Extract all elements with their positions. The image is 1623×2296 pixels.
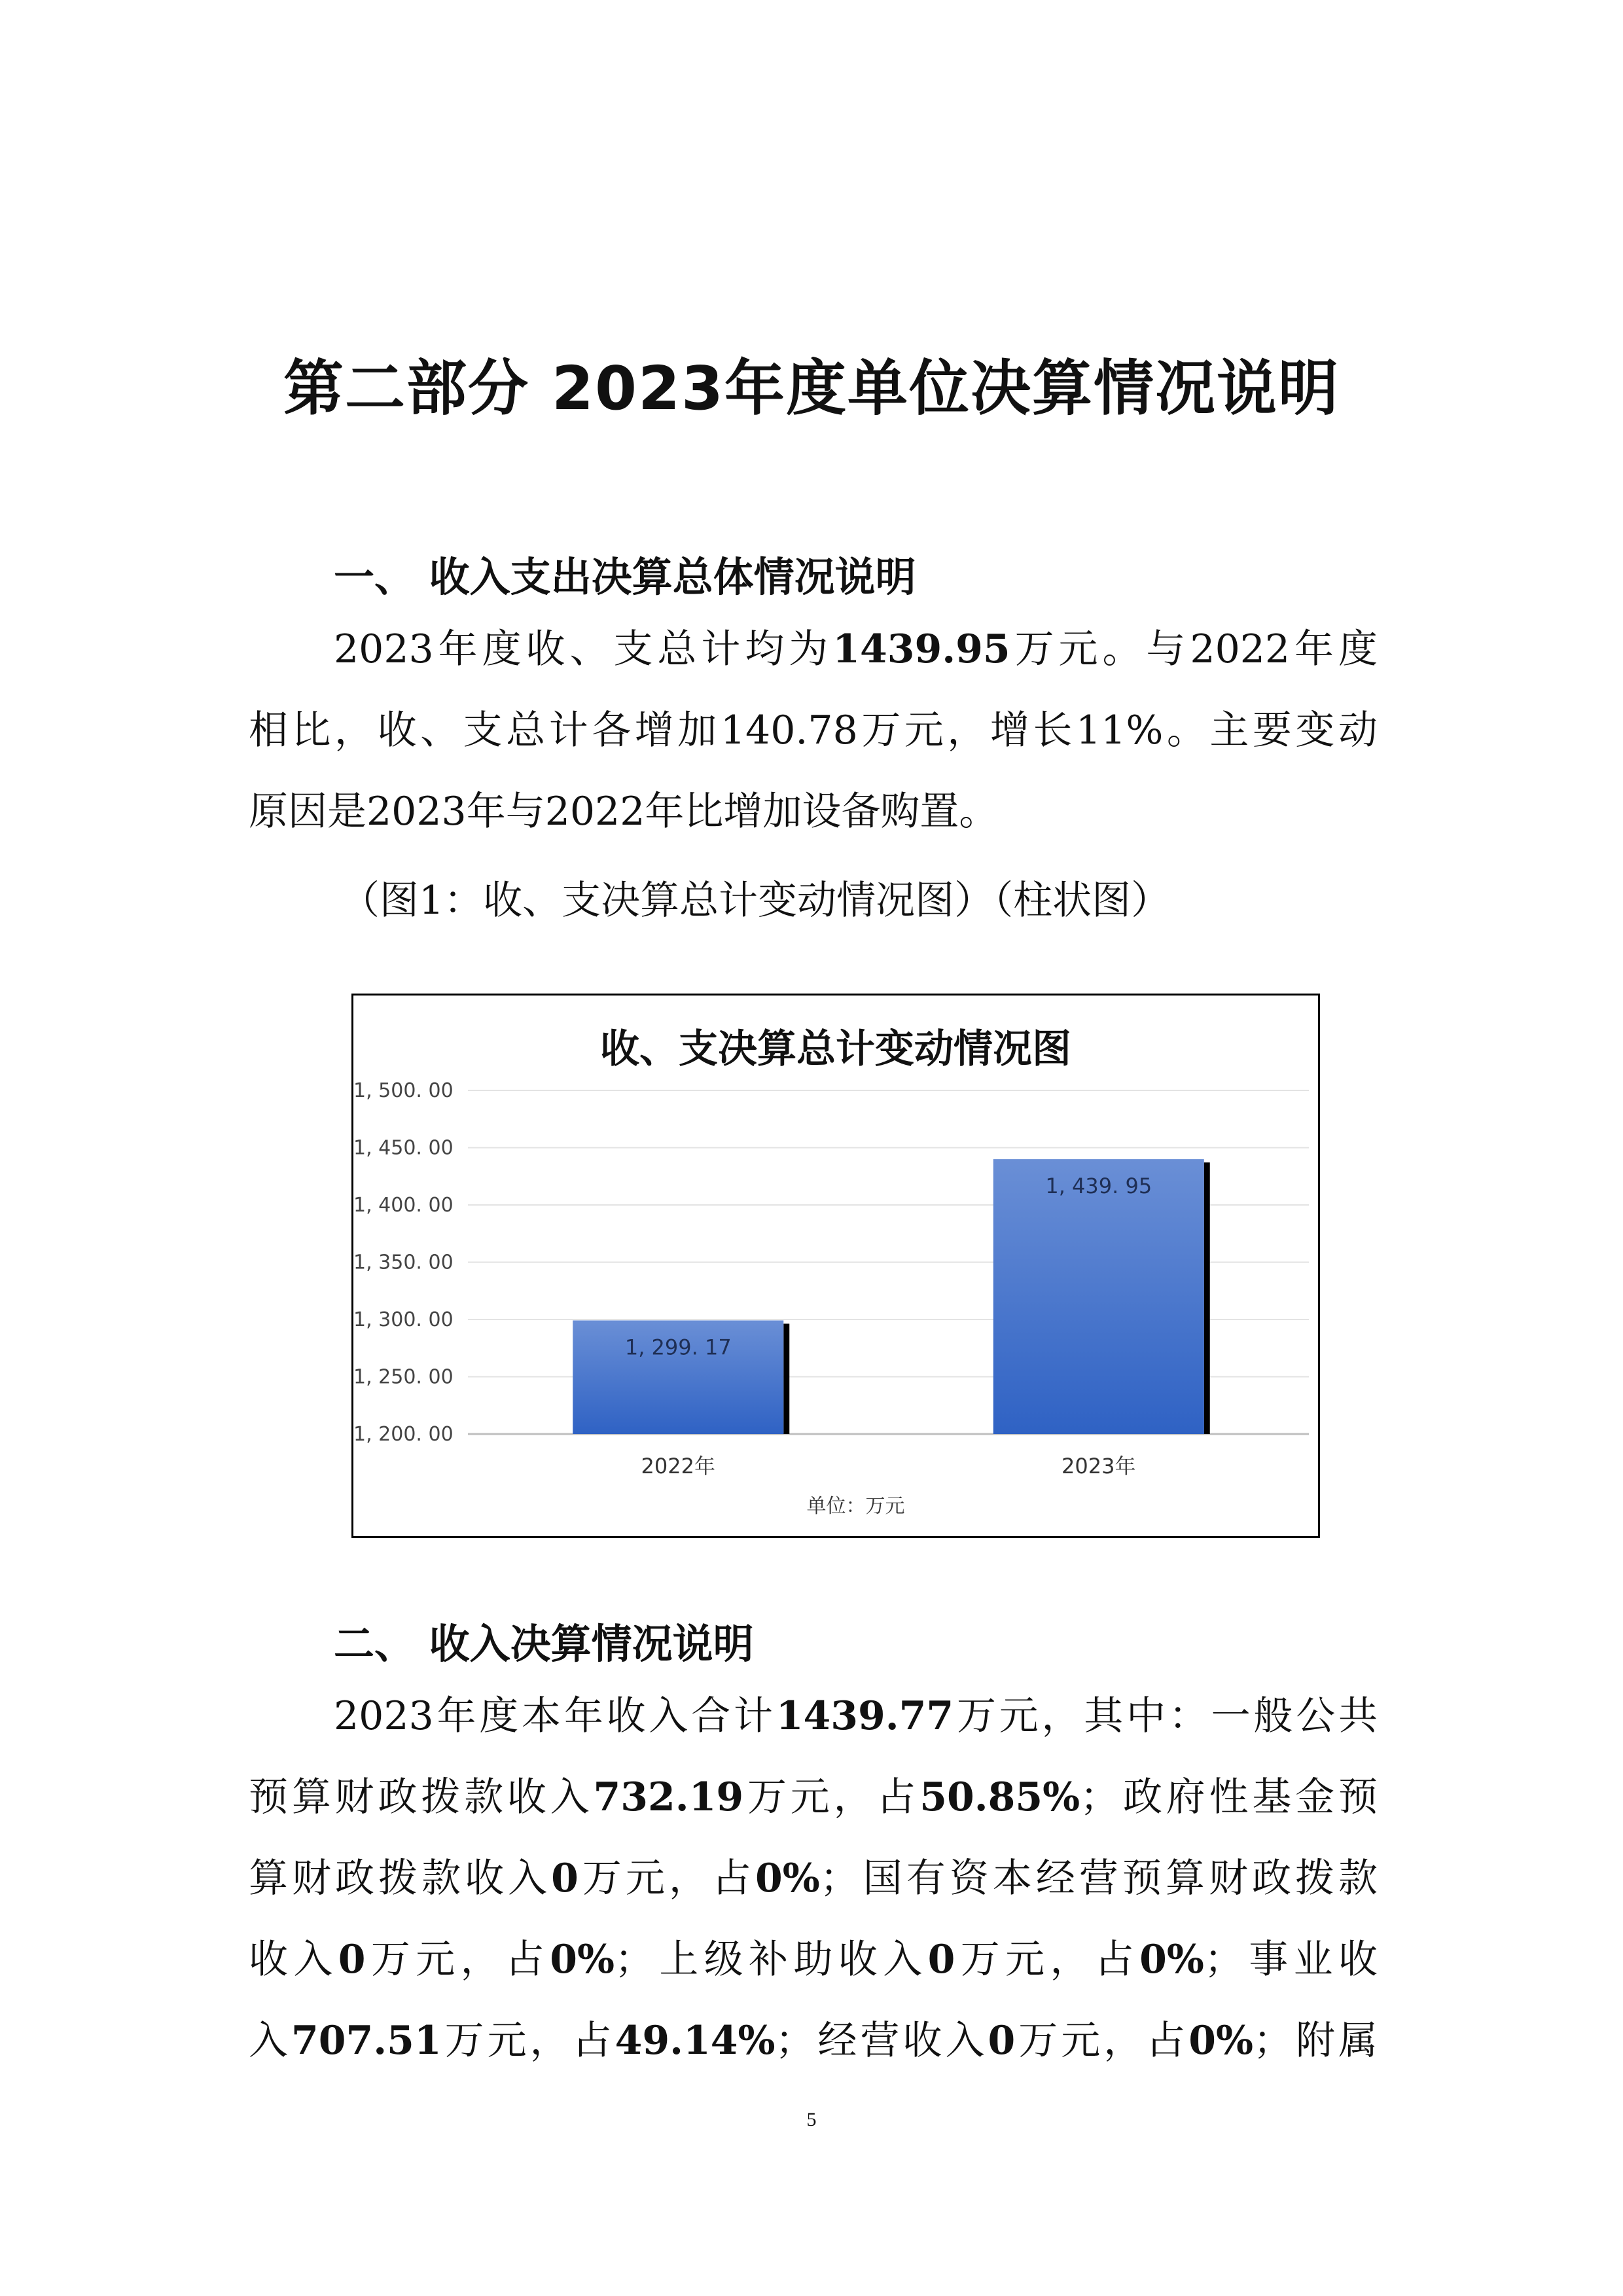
chart-title: 收、支决算总计变动情况图: [600, 1026, 1071, 1072]
page-number: 5: [806, 2109, 817, 2130]
total-amount: 1439.95: [832, 626, 1010, 672]
y-tick-label: 1, 200. 00: [353, 1423, 454, 1446]
para-line: 入707.51万元，占49.14%；经营收入0万元，占0%；附属: [249, 2018, 1378, 2064]
para-line: 原因是2023年与2022年比增加设备购置。: [249, 789, 999, 834]
para-line: 预算财政拨款收入732.19万元，占50.85%；政府性基金预: [249, 1774, 1378, 1820]
y-tick-label: 1, 250. 00: [353, 1365, 454, 1389]
figure-caption: （图1：收、支决算总计变动情况图）（柱状图）: [340, 878, 1171, 924]
x-tick-label: 2023年: [1061, 1454, 1136, 1479]
section2-paragraph: [249, 1676, 1378, 2081]
para-line: 算财政拨款收入0万元，占0%；国有资本经营预算财政拨款: [249, 1856, 1378, 1901]
para-line: 收入0万元，占0%；上级补助收入0万元，占0%；事业收: [249, 1937, 1378, 1982]
para-line: 相比，收、支总计各增加140.78万元，增长11%。主要变动: [249, 708, 1378, 753]
bar-chart: [353, 996, 1318, 1536]
section1-paragraph: [249, 609, 1378, 852]
bar-shadow: [1204, 1162, 1210, 1434]
bar: [993, 1159, 1204, 1434]
para-line: 2023年度收、支总计均为1439.95万元。与2022年度: [334, 626, 1378, 672]
document-title: 第二部分 2023年度单位决算情况说明: [283, 353, 1340, 423]
y-tick-label: 1, 400. 00: [353, 1194, 454, 1217]
section-heading-2: 二、 收入决算情况说明: [334, 1620, 754, 1668]
y-tick-label: 1, 500. 00: [353, 1079, 454, 1102]
data-label: 1, 439. 95: [1045, 1174, 1152, 1199]
x-tick-label: 2022年: [641, 1454, 715, 1479]
y-tick-label: 1, 300. 00: [353, 1308, 454, 1331]
chart-frame: [351, 994, 1320, 1538]
section-heading-1: 一、 收入支出决算总体情况说明: [334, 553, 916, 601]
y-tick-label: 1, 350. 00: [353, 1251, 454, 1274]
para-line: 2023年度本年收入合计1439.77万元，其中：一般公共: [334, 1693, 1378, 1739]
data-label: 1, 299. 17: [624, 1335, 732, 1360]
unit-note: 单位：万元: [806, 1495, 905, 1518]
y-tick-label: 1, 450. 00: [353, 1136, 454, 1160]
bar-shadow: [783, 1323, 789, 1434]
